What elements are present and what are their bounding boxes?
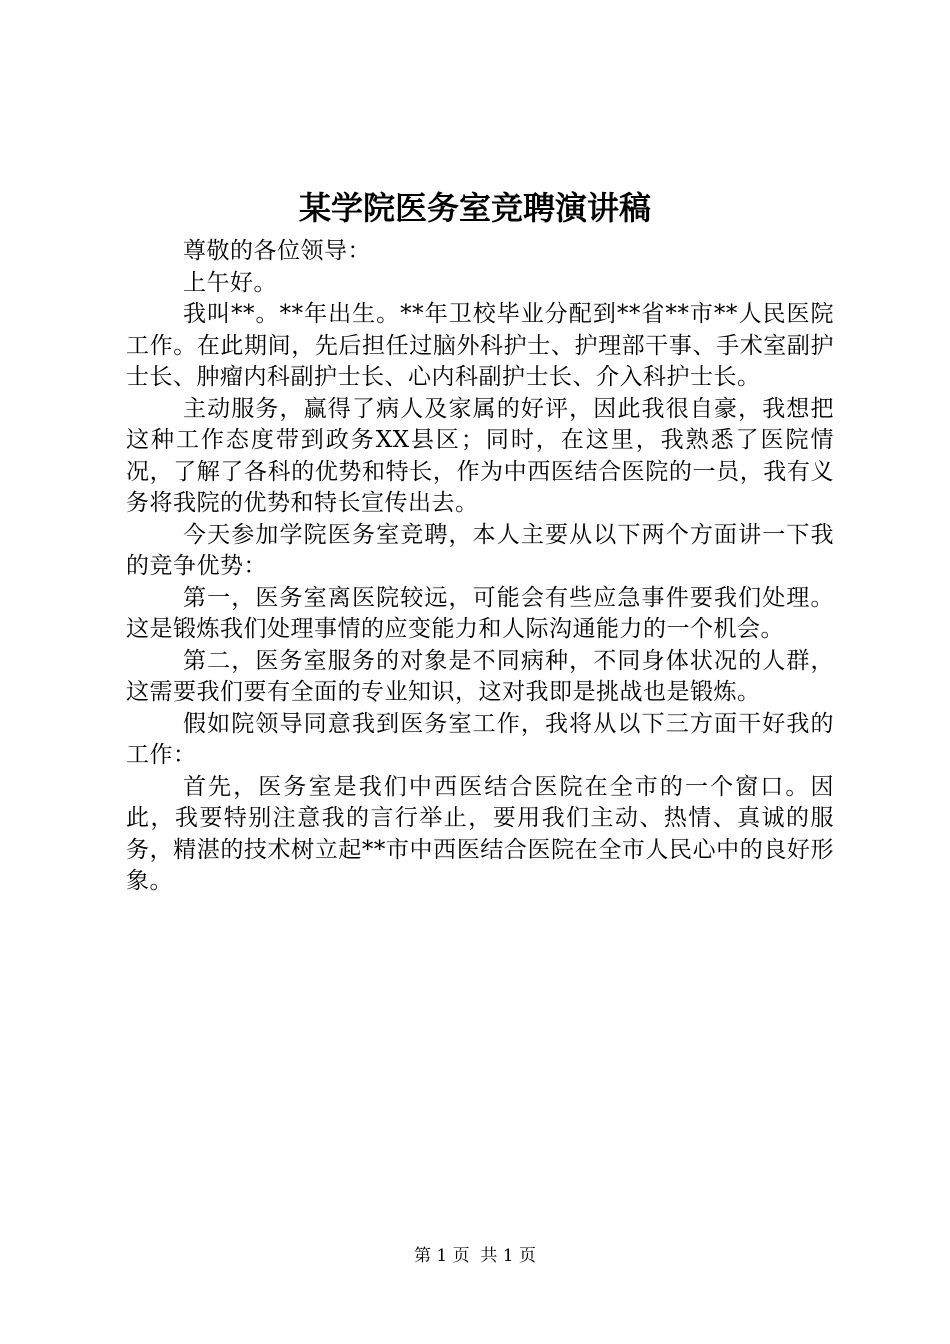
paragraph-second-point: 第二，医务室服务的对象是不同病种，不同身体状况的人群，这需要我们要有全面的专业知识，这对我即是挑战也是锻炼。	[126, 647, 834, 705]
document-body	[126, 236, 834, 898]
paragraph-plan-intro: 假如院领导同意我到医务室工作，我将从以下三方面干好我的工作：	[126, 710, 834, 768]
salutation: 尊敬的各位领导：	[183, 238, 371, 264]
paragraph-advantages-intro: 今天参加学院医务室竞聘，本人主要从以下两个方面讲一下我的竞争优势：	[126, 521, 834, 579]
paragraph-service: 主动服务，赢得了病人及家属的好评，因此我很自豪，我想把这种工作态度带到政务XX县区；同时，在这里，我熟悉了医院情况，了解了各科的优势和特长，作为中西医结合医院的一员，我有义务将我院的优势和特长宣传出去。	[126, 395, 834, 516]
greeting: 上午好。	[183, 269, 277, 296]
page-footer	[0, 1244, 950, 1268]
paragraph-introduction: 我叫**。**年出生。**年卫校毕业分配到**省**市**人民医院工作。在此期间，先后担任过脑外科护士、护理部干事、手术室副护士长、肿瘤内科副护士长、心内科副护士长、介入科护士长。	[126, 301, 834, 390]
page-number-label: 第 1 页 共 1 页	[413, 1246, 537, 1266]
paragraph-plan-first: 首先，医务室是我们中西医结合医院在全市的一个窗口。因此，我要特别注意我的言行举止，要用我们主动、热情、真诚的服务，精湛的技术树立起**市中西医结合医院在全市人民心中的良好形象。	[126, 773, 834, 894]
document-title: 某学院医务室竞聘演讲稿	[298, 189, 651, 227]
paragraph-first-point: 第一，医务室离医院较远，可能会有些应急事件要我们处理。这是锻炼我们处理事情的应变能力和人际沟通能力的一个机会。	[126, 584, 834, 642]
